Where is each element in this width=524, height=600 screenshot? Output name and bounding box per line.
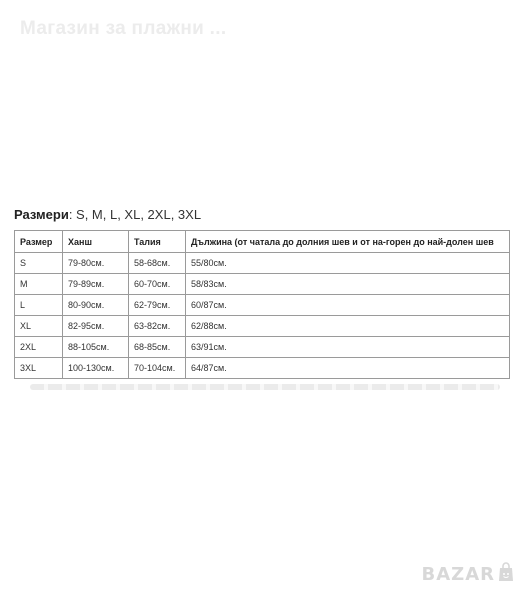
table-row xyxy=(15,316,510,337)
cell-length: 63/91см. xyxy=(186,337,510,358)
sizes-line xyxy=(14,207,201,222)
cell-waist: 63-82см. xyxy=(129,316,186,337)
cell-hips: 82-95см. xyxy=(63,316,129,337)
table-row xyxy=(15,274,510,295)
cell-size: 3XL xyxy=(15,358,63,379)
header-hips: Ханш xyxy=(63,231,129,253)
cell-hips: 79-80см. xyxy=(63,253,129,274)
faded-text-line xyxy=(30,384,500,390)
header-size: Размер xyxy=(15,231,63,253)
bazar-logo xyxy=(422,561,517,588)
cell-waist: 62-79см. xyxy=(129,295,186,316)
cell-hips: 88-105см. xyxy=(63,337,129,358)
sizes-values: : S, M, L, XL, 2XL, 3XL xyxy=(68,207,202,222)
page-title: Магазин за плажни ... xyxy=(20,18,227,39)
header-waist: Талия xyxy=(129,231,186,253)
cell-waist: 60-70см. xyxy=(129,274,186,295)
cell-size: L xyxy=(15,295,63,316)
cell-size: S xyxy=(15,253,63,274)
cell-length: 60/87см. xyxy=(186,295,510,316)
header-length: Дължина (от чатала до долния шев и от на-горен до най-долен шев xyxy=(186,231,510,253)
cell-length: 64/87см. xyxy=(186,358,510,379)
table-row xyxy=(15,253,510,274)
cell-hips: 100-130см. xyxy=(63,358,129,379)
table-header-row xyxy=(15,231,510,253)
cell-length: 55/80см. xyxy=(186,253,510,274)
cell-waist: 58-68см. xyxy=(129,253,186,274)
sizes-label: Размери xyxy=(14,207,69,222)
cell-length: 62/88см. xyxy=(186,316,510,337)
cell-waist: 68-85см. xyxy=(129,337,186,358)
table-row xyxy=(15,295,510,316)
cell-length: 58/83см. xyxy=(186,274,510,295)
cell-waist: 70-104см. xyxy=(129,358,186,379)
cell-hips: 79-89см. xyxy=(63,274,129,295)
cell-size: 2XL xyxy=(15,337,63,358)
size-table xyxy=(14,230,510,379)
cell-size: XL xyxy=(15,316,63,337)
logo-text: BAZAR xyxy=(421,564,495,585)
cell-hips: 80-90см. xyxy=(63,295,129,316)
table-row xyxy=(15,358,510,379)
table-row xyxy=(15,337,510,358)
cell-size: M xyxy=(15,274,63,295)
shopping-bag-icon xyxy=(496,561,516,588)
